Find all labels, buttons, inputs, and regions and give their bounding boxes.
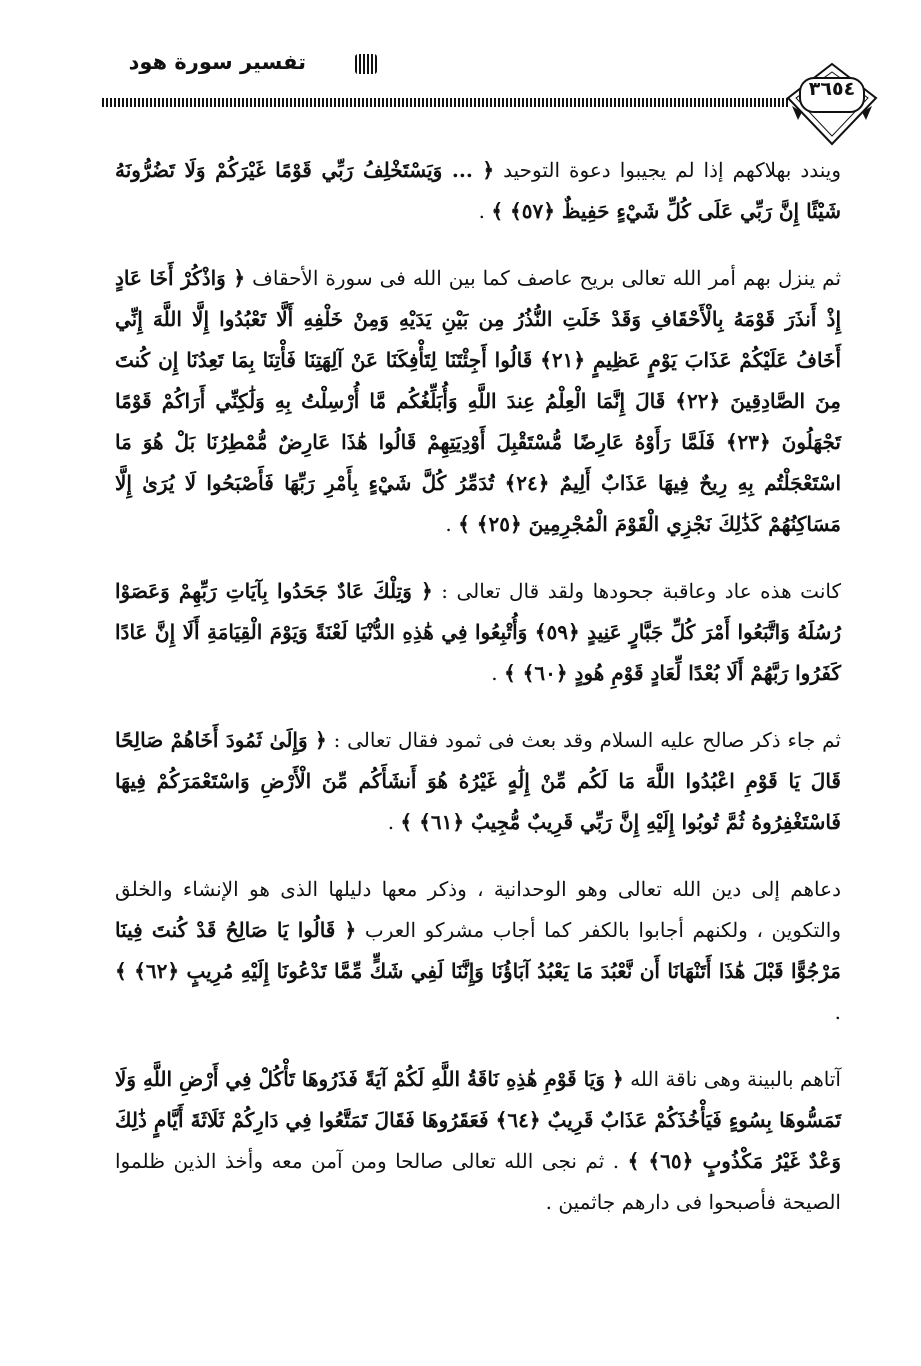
commentary-text: آتاهم بالبينة وهى ناقة الله [623, 1067, 841, 1091]
page-number-badge-icon [786, 62, 878, 146]
commentary-text: . [491, 661, 504, 685]
paragraph [115, 571, 841, 694]
page-number: ٣٦٥٤ [808, 78, 856, 100]
quran-verse: ﴿ وَتِلْكَ عَادٌ جَحَدُوا بِآيَاتِ رَبِّهِمْ وَعَصَوْا رُسُلَهُ وَاتَّبَعُوا أَمْرَ كُلِّ جَبَّارٍ عَنِيدٍ ﴿٥٩﴾ وَأُتْبِعُوا فِي هَٰذِهِ الدُّنْيَا لَعْنَةً وَيَوْمَ الْقِيَامَةِ أَلَا إِنَّ عَادًا كَفَرُوا رَبَّهُمْ أَلَا بُعْدًا لِّعَادٍ قَوْمِ هُودٍ ﴿٦٠﴾ ﴾ [115, 579, 841, 685]
paragraph [115, 150, 841, 232]
header-rule [102, 98, 790, 107]
quran-verse: ﴿ ... وَيَسْتَخْلِفُ رَبِّي قَوْمًا غَيْرَكُمْ وَلَا تَضُرُّونَهُ شَيْئًا إِنَّ رَبِّي عَلَى كُلِّ شَيْءٍ حَفِيظٌ ﴿٥٧﴾ ﴾ [115, 158, 841, 223]
paragraph [115, 869, 841, 1033]
commentary-text: دعاهم إلى دين الله تعالى وهو الوحدانية ، وذكر معها دليلها الذى هو الإنشاء والخلق والتكوين ، ولكنهم أجابوا بالكفر كما أجاب مشركو العرب [115, 877, 841, 942]
commentary-text: . ثم نجى الله تعالى صالحا ومن آمن معه وأخذ الذين ظلموا الصيحة فأصبحوا فى دارهم جاثمين . [115, 1149, 841, 1214]
commentary-text: ويندد بهلاكهم إذا لم يجيبوا دعوة التوحيد [494, 158, 841, 182]
paragraph [115, 1059, 841, 1223]
quran-verse: ﴿ وَيَا قَوْمِ هَٰذِهِ نَاقَةُ اللَّهِ لَكُمْ آيَةً فَذَرُوهَا تَأْكُلْ فِي أَرْضِ اللَّهِ وَلَا تَمَسُّوهَا بِسُوءٍ فَيَأْخُذَكُمْ عَذَابٌ قَرِيبٌ ﴿٦٤﴾ فَعَقَرُوهَا فَقَالَ تَمَتَّعُوا فِي دَارِكُمْ ثَلَاثَةَ أَيَّامٍ ذَٰلِكَ وَعْدٌ غَيْرُ مَكْذُوبٍ ﴿٦٥﴾ ﴾ [115, 1067, 842, 1173]
commentary-text: . [834, 1000, 841, 1024]
commentary-text: ثم جاء ذكر صالح عليه السلام وقد بعث فى ثمود فقال تعالى : [326, 728, 841, 752]
running-title: تفسير سورة هود [128, 50, 306, 74]
paragraph [115, 720, 841, 843]
commentary-text: ثم ينزل بهم أمر الله تعالى بريح عاصف كما بين الله فى سورة الأحقاف [245, 266, 842, 290]
body-text [115, 150, 841, 1249]
paragraph [115, 258, 841, 545]
commentary-text: . [387, 810, 401, 834]
quran-verse: ﴿ قَالُوا يَا صَالِحُ قَدْ كُنتَ فِينَا مَرْجُوًّا قَبْلَ هَٰذَا أَتَنْهَانَا أَن نَّعْبُدَ مَا يَعْبُدُ آبَاؤُنَا وَإِنَّنَا لَفِي شَكٍّ مِّمَّا تَدْعُونَا إِلَيْهِ مُرِيبٍ ﴿٦٢﴾ ﴾ [115, 918, 842, 983]
commentary-text: . [478, 199, 492, 223]
ornament-icon [355, 54, 377, 74]
quran-verse: ﴿ وَاذْكُرْ أَخَا عَادٍ إِذْ أَنذَرَ قَوْمَهُ بِالْأَحْقَافِ وَقَدْ خَلَتِ النُّذُرُ مِن بَيْنِ يَدَيْهِ وَمِنْ خَلْفِهِ أَلَّا تَعْبُدُوا إِلَّا اللَّهَ إِنِّي أَخَافُ عَلَيْكُمْ عَذَابَ يَوْمٍ عَظِيمٍ ﴿٢١﴾ قَالُوا أَجِئْتَنَا لِتَأْفِكَنَا عَنْ آلِهَتِنَا فَأْتِنَا بِمَا تَعِدُنَا إِن كُنتَ مِنَ الصَّادِقِينَ ﴿٢٢﴾ قَالَ إِنَّمَا الْعِلْمُ عِندَ اللَّهِ وَأُبَلِّغُكُم مَّا أُرْسِلْتُ بِهِ وَلَٰكِنِّي أَرَاكُمْ قَوْمًا تَجْهَلُونَ ﴿٢٣﴾ فَلَمَّا رَأَوْهُ عَارِضًا مُّسْتَقْبِلَ أَوْدِيَتِهِمْ قَالُوا هَٰذَا عَارِضٌ مُّمْطِرُنَا بَلْ هُوَ مَا اسْتَعْجَلْتُم بِهِ رِيحٌ فِيهَا عَذَابٌ أَلِيمٌ ﴿٢٤﴾ تُدَمِّرُ كُلَّ شَيْءٍ بِأَمْرِ رَبِّهَا فَأَصْبَحُوا لَا يُرَىٰ إِلَّا مَسَاكِنُهُمْ كَذَٰلِكَ نَجْزِي الْقَوْمَ الْمُجْرِمِينَ ﴿٢٥﴾ ﴾ [115, 266, 842, 536]
page-header [0, 0, 921, 150]
commentary-text: كانت هذه عاد وعاقبة جحودها ولقد قال تعالى : [432, 579, 842, 603]
quran-verse: ﴿ وَإِلَىٰ ثَمُودَ أَخَاهُمْ صَالِحًا قَالَ يَا قَوْمِ اعْبُدُوا اللَّهَ مَا لَكُم مِّنْ إِلَٰهٍ غَيْرُهُ هُوَ أَنشَأَكُم مِّنَ الْأَرْضِ وَاسْتَعْمَرَكُمْ فِيهَا فَاسْتَغْفِرُوهُ ثُمَّ تُوبُوا إِلَيْهِ إِنَّ رَبِّي قَرِيبٌ مُّجِيبٌ ﴿٦١﴾ ﴾ [115, 728, 841, 834]
commentary-text: . [445, 512, 459, 536]
